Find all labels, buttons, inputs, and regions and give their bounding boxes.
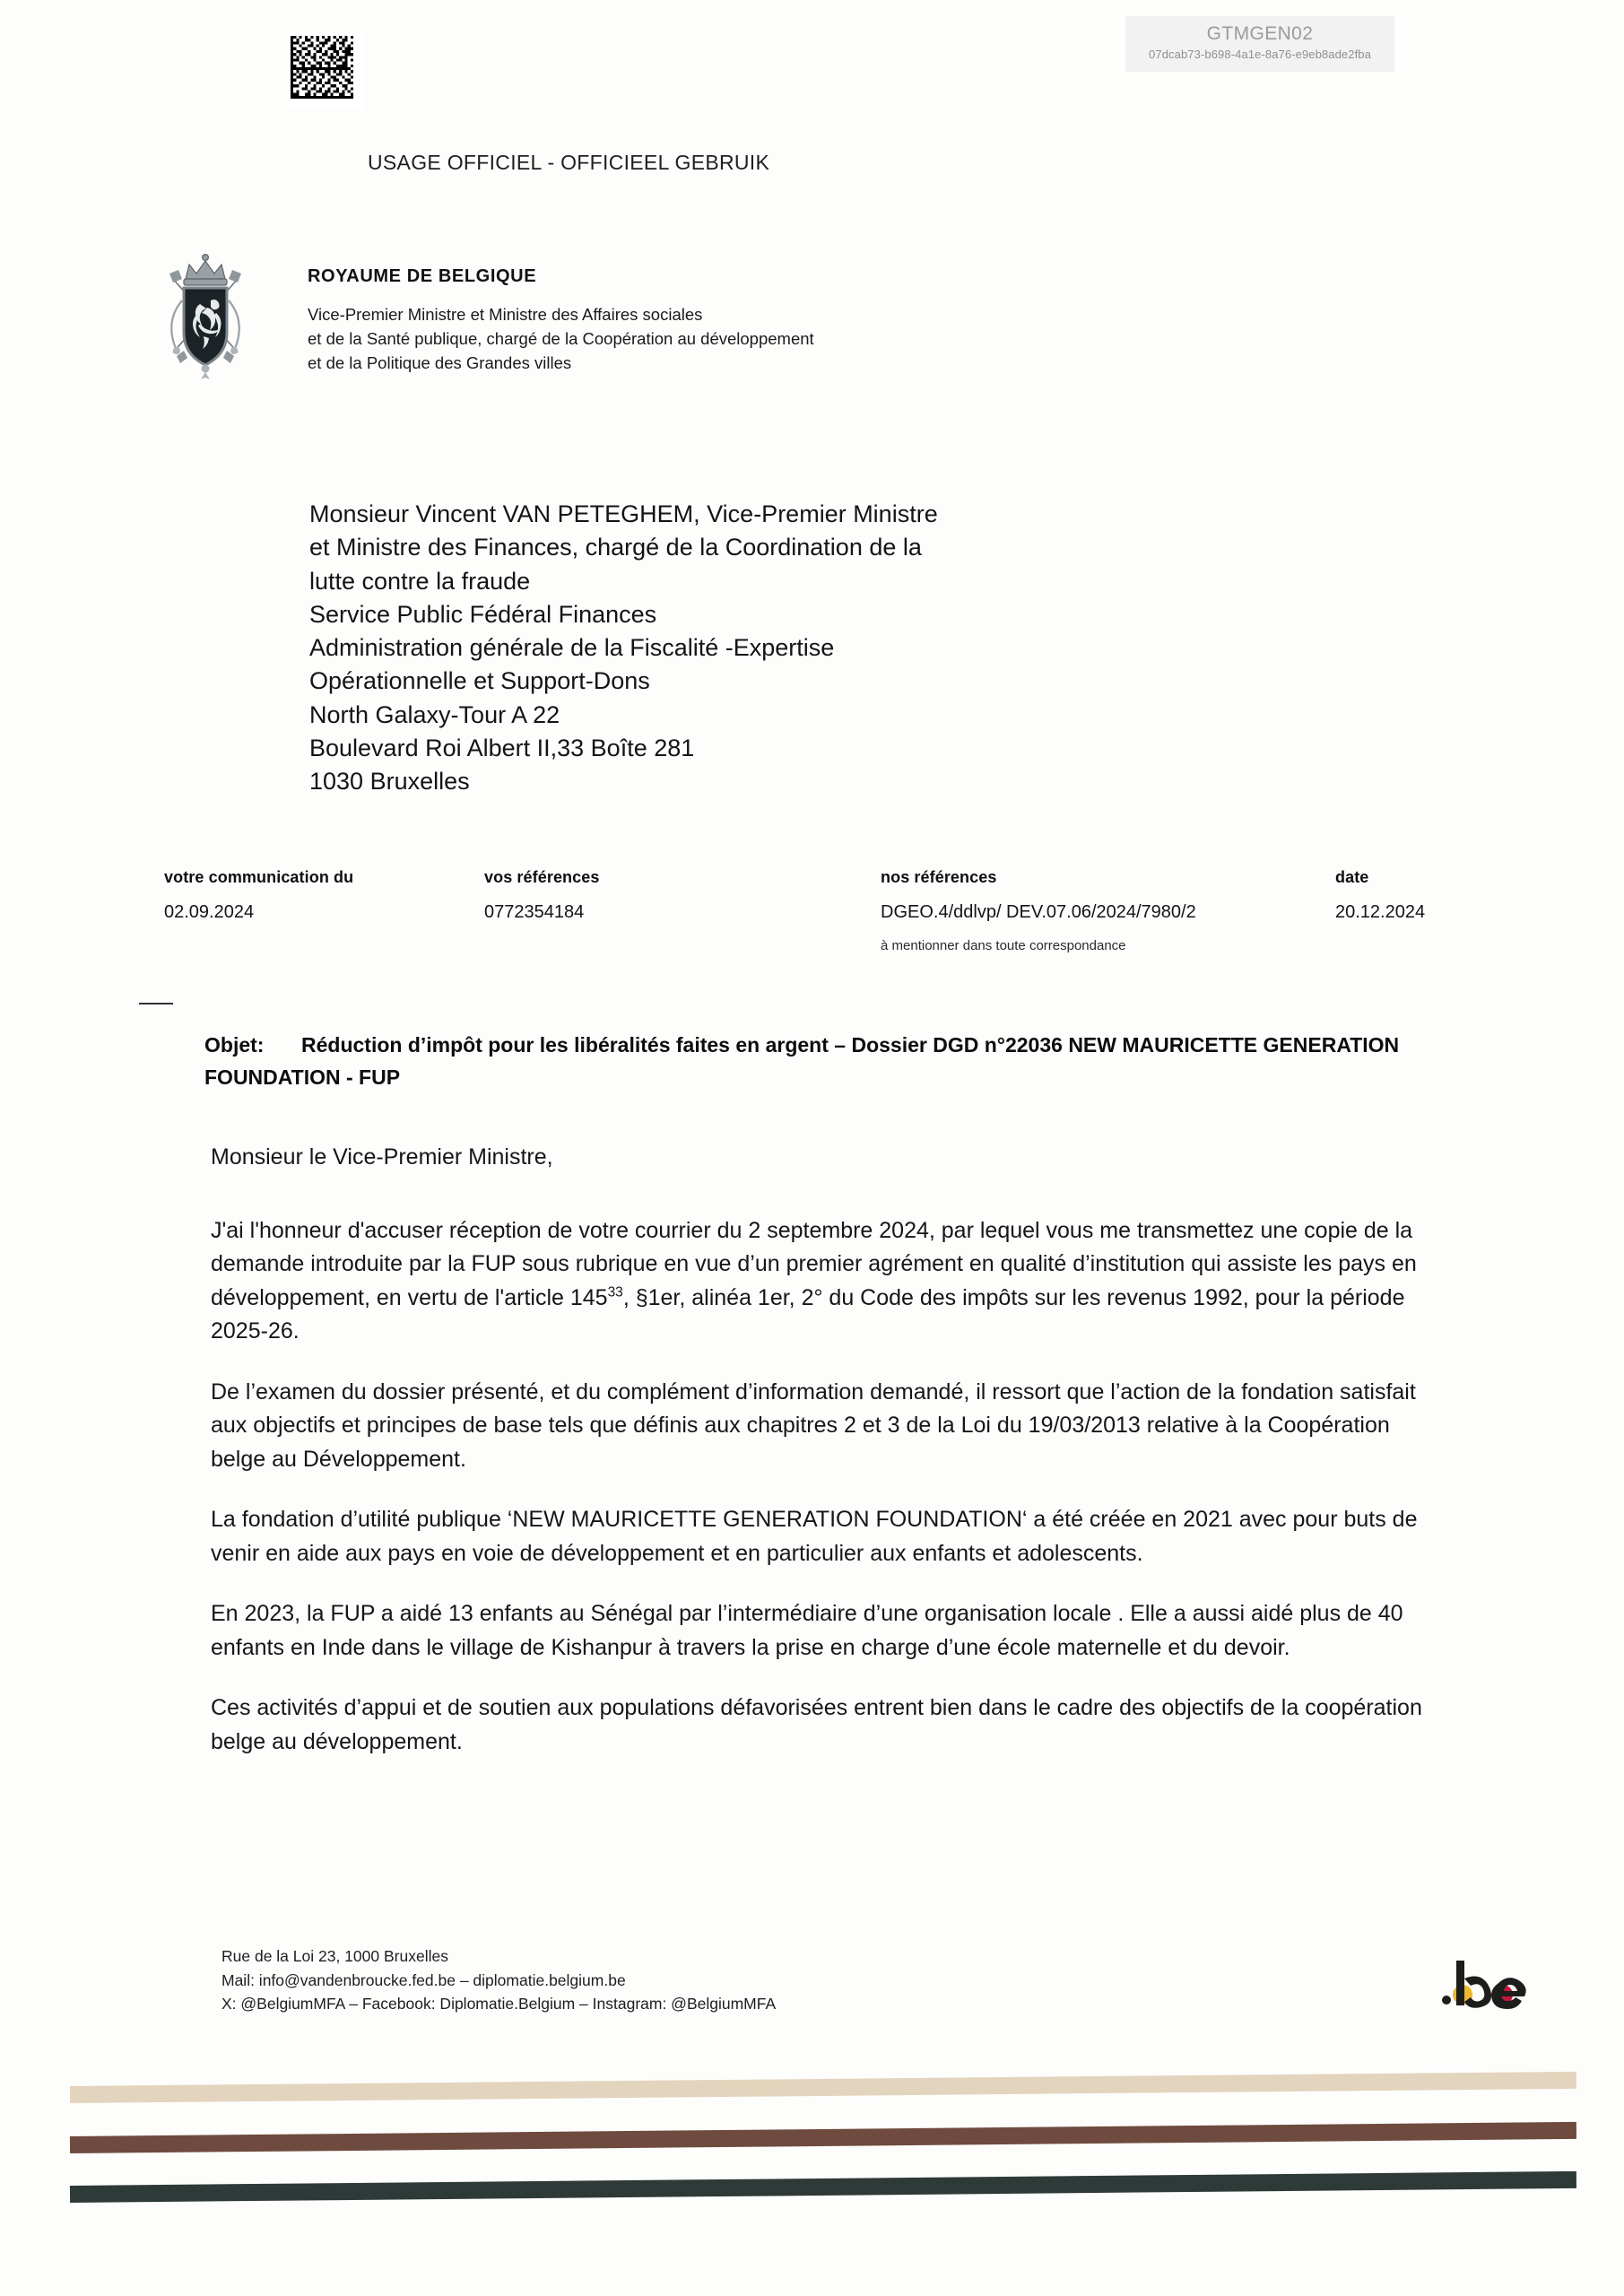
body-paragraph-1 bbox=[211, 1214, 1439, 1349]
body-paragraph-3: La fondation d’utilité publique ‘NEW MAURICETTE GENERATION FOUNDATION‘ a été créée en 2021 avec pour buts de venir en aide aux pays en voie de développement et en particulier aux enfants et adolescents. bbox=[211, 1507, 1418, 1566]
article-superscript: 33 bbox=[607, 1284, 623, 1300]
reference-note: à mentionner dans toute correspondance bbox=[881, 938, 1126, 953]
recipient-line-4: Service Public Fédéral Finances bbox=[309, 600, 657, 628]
footer-color-bars bbox=[0, 2063, 1624, 2242]
letter-body bbox=[211, 1141, 1439, 1786]
footer-contact bbox=[221, 1944, 776, 2016]
color-bar-beige bbox=[70, 2072, 1576, 2103]
reference-value: DGEO.4/ddlvp/ DEV.07.06/2024/7980/2 bbox=[881, 902, 1196, 922]
recipient-line-5: Administration générale de la Fiscalité -Expertise bbox=[309, 634, 835, 661]
subject-label: Objet: bbox=[204, 1033, 265, 1057]
recipient-line-8: Boulevard Roi Albert II,33 Boîte 281 bbox=[309, 734, 695, 761]
paragraph-1-part-1: J'ai l'honneur d'accuser réception de votre courrier du 2 septembre 2024, par lequel vous me transmettez une copie de la demande introduite par la FUP sous rubrique en vue d’un premier agrément en qualité d’institution qui assiste les pays en développement, en vertu de l'article 145 bbox=[211, 1217, 1417, 1310]
reference-row bbox=[0, 868, 1624, 976]
reference-value: 20.12.2024 bbox=[1335, 902, 1426, 922]
color-bar-brown bbox=[70, 2122, 1576, 2153]
body-paragraph-4: En 2023, la FUP a aidé 13 enfants au Sénégal par l’intermédiaire d’une organisation locale . Elle a aussi aidé plus de 40 enfants en Inde dans le village de Kishanpur à travers la prise en charge d’une école maternelle et du devoir. bbox=[211, 1601, 1403, 1660]
reference-column-vos-references bbox=[484, 868, 599, 923]
reference-column-date bbox=[1335, 868, 1425, 923]
ministry-line-1: Vice-Premier Ministre et Ministre des Affaires sociales bbox=[308, 305, 703, 324]
belgium-be-logo-icon bbox=[1438, 1955, 1537, 2011]
watermark-uuid: 07dcab73-b698-4a1e-8a76-e9eb8ade2fba bbox=[1149, 48, 1371, 62]
reference-column-nos-references bbox=[881, 868, 1196, 953]
color-bar-dark bbox=[70, 2171, 1576, 2203]
recipient-line-3: lutte contre la fraude bbox=[309, 567, 531, 595]
body-paragraph-2: De l’examen du dossier présenté, et du complément d’information demandé, il ressort que l’action de la fondation satisfait aux objectifs et principes de base tels que définis aux chapitres 2 et 3 de la Loi du 19/03/2013 relative à la Coopération belge au Développement. bbox=[211, 1378, 1416, 1472]
reference-label: nos références bbox=[881, 868, 997, 886]
subject-text: Réduction d’impôt pour les libéralités faites en argent – Dossier DGD n°22036 NEW MAURICETTE GENERATION FOUNDATION - FUP bbox=[204, 1033, 1400, 1089]
recipient-line-7: North Galaxy-Tour A 22 bbox=[309, 700, 560, 728]
recipient-address bbox=[309, 498, 1116, 798]
salutation: Monsieur le Vice-Premier Ministre, bbox=[211, 1144, 553, 1170]
reference-label: date bbox=[1335, 868, 1369, 886]
letterhead-ministry bbox=[308, 266, 1025, 375]
kingdom-title: ROYAUME DE BELGIQUE bbox=[308, 266, 537, 286]
reference-value: 02.09.2024 bbox=[164, 902, 255, 922]
body-paragraph-5: Ces activités d’appui et de soutien aux populations défavorisées entrent bien dans le cadre des objectifs de la coopération belge au développement. bbox=[211, 1695, 1422, 1754]
footer-mail: Mail: info@vandenbroucke.fed.be – diplomatie.belgium.be bbox=[221, 1970, 626, 1989]
recipient-line-6: Opérationnelle et Support-Dons bbox=[309, 667, 650, 695]
reference-label: vos références bbox=[484, 868, 600, 886]
recipient-line-1: Monsieur Vincent VAN PETEGHEM, Vice-Premier Ministre bbox=[309, 500, 938, 527]
footer-address: Rue de la Loi 23, 1000 Bruxelles bbox=[221, 1947, 448, 1965]
datamatrix-barcode-icon bbox=[287, 32, 364, 109]
ministry-line-2: et de la Santé publique, chargé de la Coopération au développement bbox=[308, 329, 814, 348]
watermark bbox=[1125, 16, 1394, 72]
reference-label: votre communication du bbox=[164, 868, 354, 886]
reference-column-votre-communication bbox=[164, 868, 353, 923]
margin-dash-mark bbox=[139, 1003, 173, 1004]
recipient-line-2: et Ministre des Finances, chargé de la Coordination de la bbox=[309, 534, 922, 561]
watermark-id: GTMGEN02 bbox=[1206, 23, 1314, 44]
recipient-line-9: 1030 Bruxelles bbox=[309, 768, 470, 795]
belgian-coat-of-arms-icon bbox=[146, 247, 265, 383]
classification-banner: USAGE OFFICIEL - OFFICIEEL GEBRUIK bbox=[368, 151, 770, 174]
reference-value: 0772354184 bbox=[484, 902, 585, 922]
paragraph-1-part-2: , §1er, alinéa 1er, 2° du Code des impôts sur les revenus 1992, pour la période 2025-26. bbox=[211, 1284, 1405, 1344]
subject-line bbox=[204, 1030, 1460, 1093]
ministry-line-3: et de la Politique des Grandes villes bbox=[308, 353, 572, 372]
footer-social: X: @BelgiumMFA – Facebook: Diplomatie.Belgium – Instagram: @BelgiumMFA bbox=[221, 1995, 777, 2013]
